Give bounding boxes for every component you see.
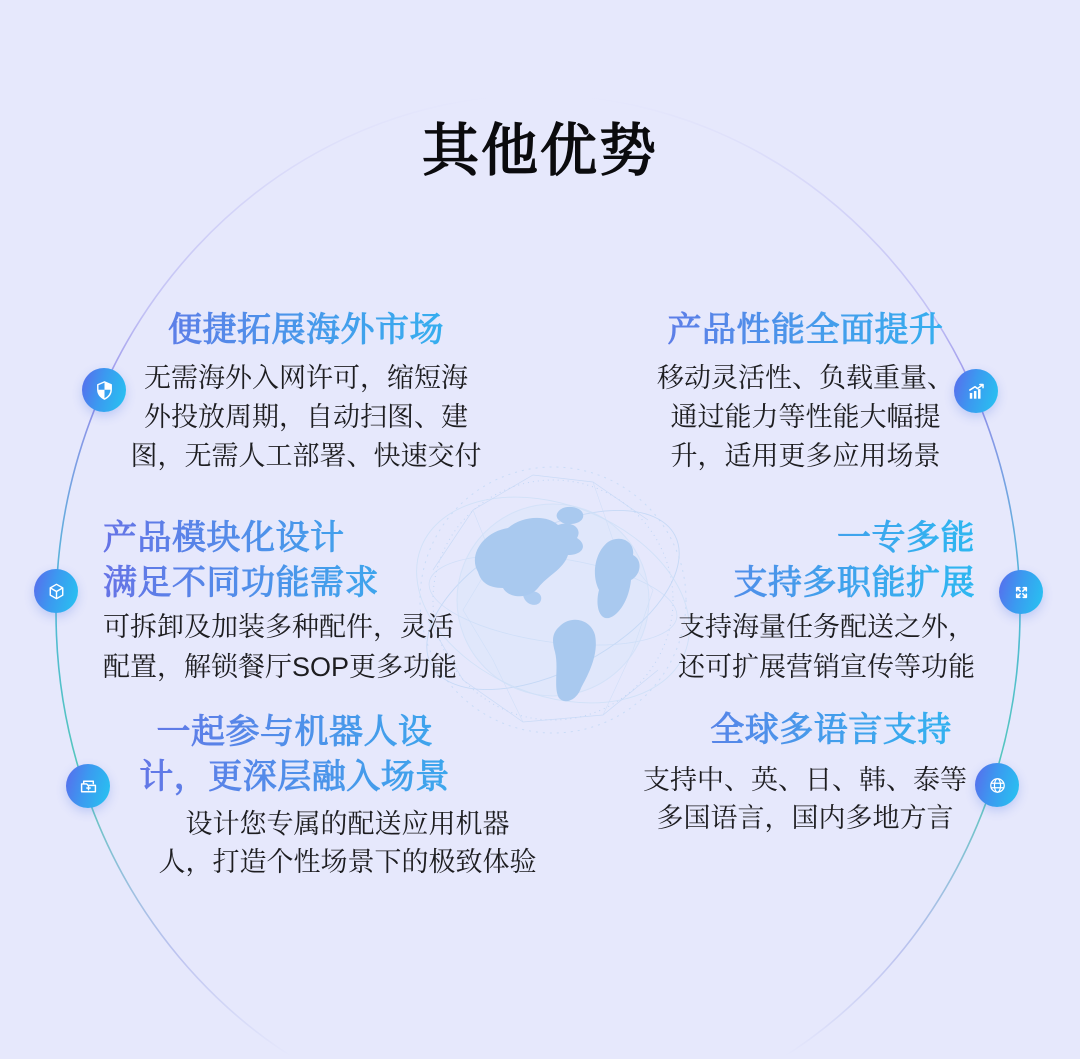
feature-body: 设计您专属的配送应用机器 人，打造个性场景下的极致体验 — [158, 809, 537, 877]
feature-title: 便捷拓展海外市场 — [110, 308, 502, 353]
feature-overseas-expansion — [110, 308, 502, 476]
feature-modular-design — [103, 516, 498, 687]
feature-title: 全球多语言支持 — [625, 708, 985, 753]
feature-body: 无需海外入网许可，缩短海 外投放周期，自动扫图、建 图，无需人工部署、快速交付 — [130, 363, 482, 471]
feature-body: 支持海量任务配送之外， 还可扩展营销宣传等功能 — [678, 612, 975, 682]
cube-3d-icon — [34, 569, 78, 613]
feature-co-design — [120, 710, 575, 881]
feature-body: 可拆卸及加装多种配件，灵活 配置，解锁餐厅SOP更多功能 — [103, 612, 458, 682]
feature-title: 一起参与机器人设 计，更深层融入场景 — [120, 710, 575, 800]
feature-title: 产品模块化设计 满足不同功能需求 — [103, 516, 498, 606]
page-title: 其他优势 — [422, 119, 658, 183]
shield-check-icon — [82, 368, 126, 412]
feature-body: 支持中、英、日、韩、泰等 多国语言，国内多地方言 — [643, 765, 967, 833]
growth-chart-icon — [954, 369, 998, 413]
feature-multi-function — [595, 516, 975, 687]
feature-title: 一专多能 支持多职能扩展 — [595, 516, 975, 606]
feature-multilingual — [625, 708, 985, 837]
expand-arrows-icon — [999, 570, 1043, 614]
feature-title: 产品性能全面提升 — [613, 308, 998, 353]
folder-plus-icon — [66, 764, 110, 808]
feature-performance — [613, 308, 998, 476]
feature-body: 移动灵活性、负载重量、 通过能力等性能大幅提 升，适用更多应用场景 — [657, 363, 954, 471]
globe-language-icon — [975, 763, 1019, 807]
